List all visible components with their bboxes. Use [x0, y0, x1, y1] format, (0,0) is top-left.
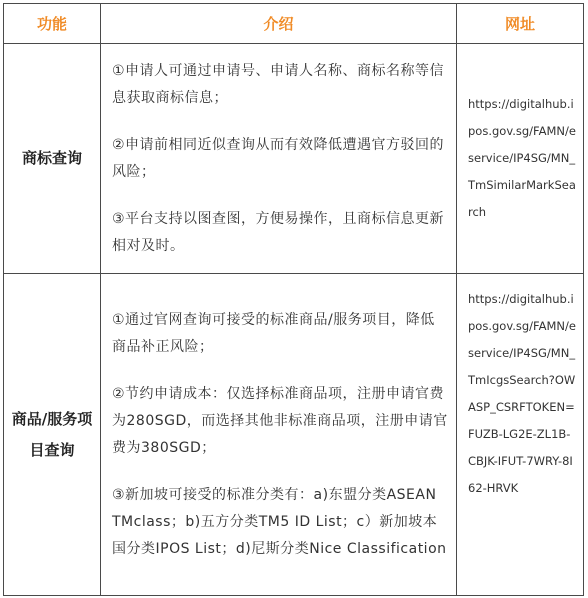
header-url: 网址 — [457, 4, 584, 44]
intro-cell — [101, 274, 457, 596]
intro-point: ②申请前相同近似查询从而有效降低遭遇官方驳回的风险； — [112, 136, 445, 180]
info-table — [3, 3, 584, 596]
function-cell: 商标查询 — [4, 44, 101, 274]
url-link[interactable]: https://digitalhub.ipos.gov.sg/FAMN/eservice/IP4SG/MN_TmSimilarMarkSearch — [457, 44, 584, 274]
table-row — [4, 44, 584, 274]
url-link[interactable]: https://digitalhub.ipos.gov.sg/FAMN/eservice/IP4SG/MN_TmIcgsSearch?OWASP_CSRFTOKEN=FUZB-LG2E-ZL1B-CBJK-IFUT-7WRY-8I62-HRVK — [457, 274, 584, 596]
header-row — [4, 4, 584, 44]
intro-point: ①通过官网查询可接受的标准商品/服务项目，降低商品补正风险； — [112, 311, 435, 355]
intro-point: ①申请人可通过申请号、申请人名称、商标名称等信息获取商标信息； — [112, 62, 445, 106]
intro-point: ②节约申请成本：仅选择标准商品项，注册申请官费为280SGD，而选择其他非标准商品项，注册申请官费为380SGD； — [112, 385, 448, 456]
header-function: 功能 — [4, 4, 101, 44]
function-cell: 商品/服务项目查询 — [4, 274, 101, 596]
table-row — [4, 274, 584, 596]
header-intro: 介绍 — [101, 4, 457, 44]
intro-cell — [101, 44, 457, 274]
intro-point: ③新加坡可接受的标准分类有：a)东盟分类ASEAN TMclass；b)五方分类TM5 ID List；c）新加坡本国分类IPOS List；d)尼斯分类Nice Classification — [112, 486, 447, 557]
intro-point: ③平台支持以图查图，方便易操作，且商标信息更新相对及时。 — [112, 210, 445, 254]
